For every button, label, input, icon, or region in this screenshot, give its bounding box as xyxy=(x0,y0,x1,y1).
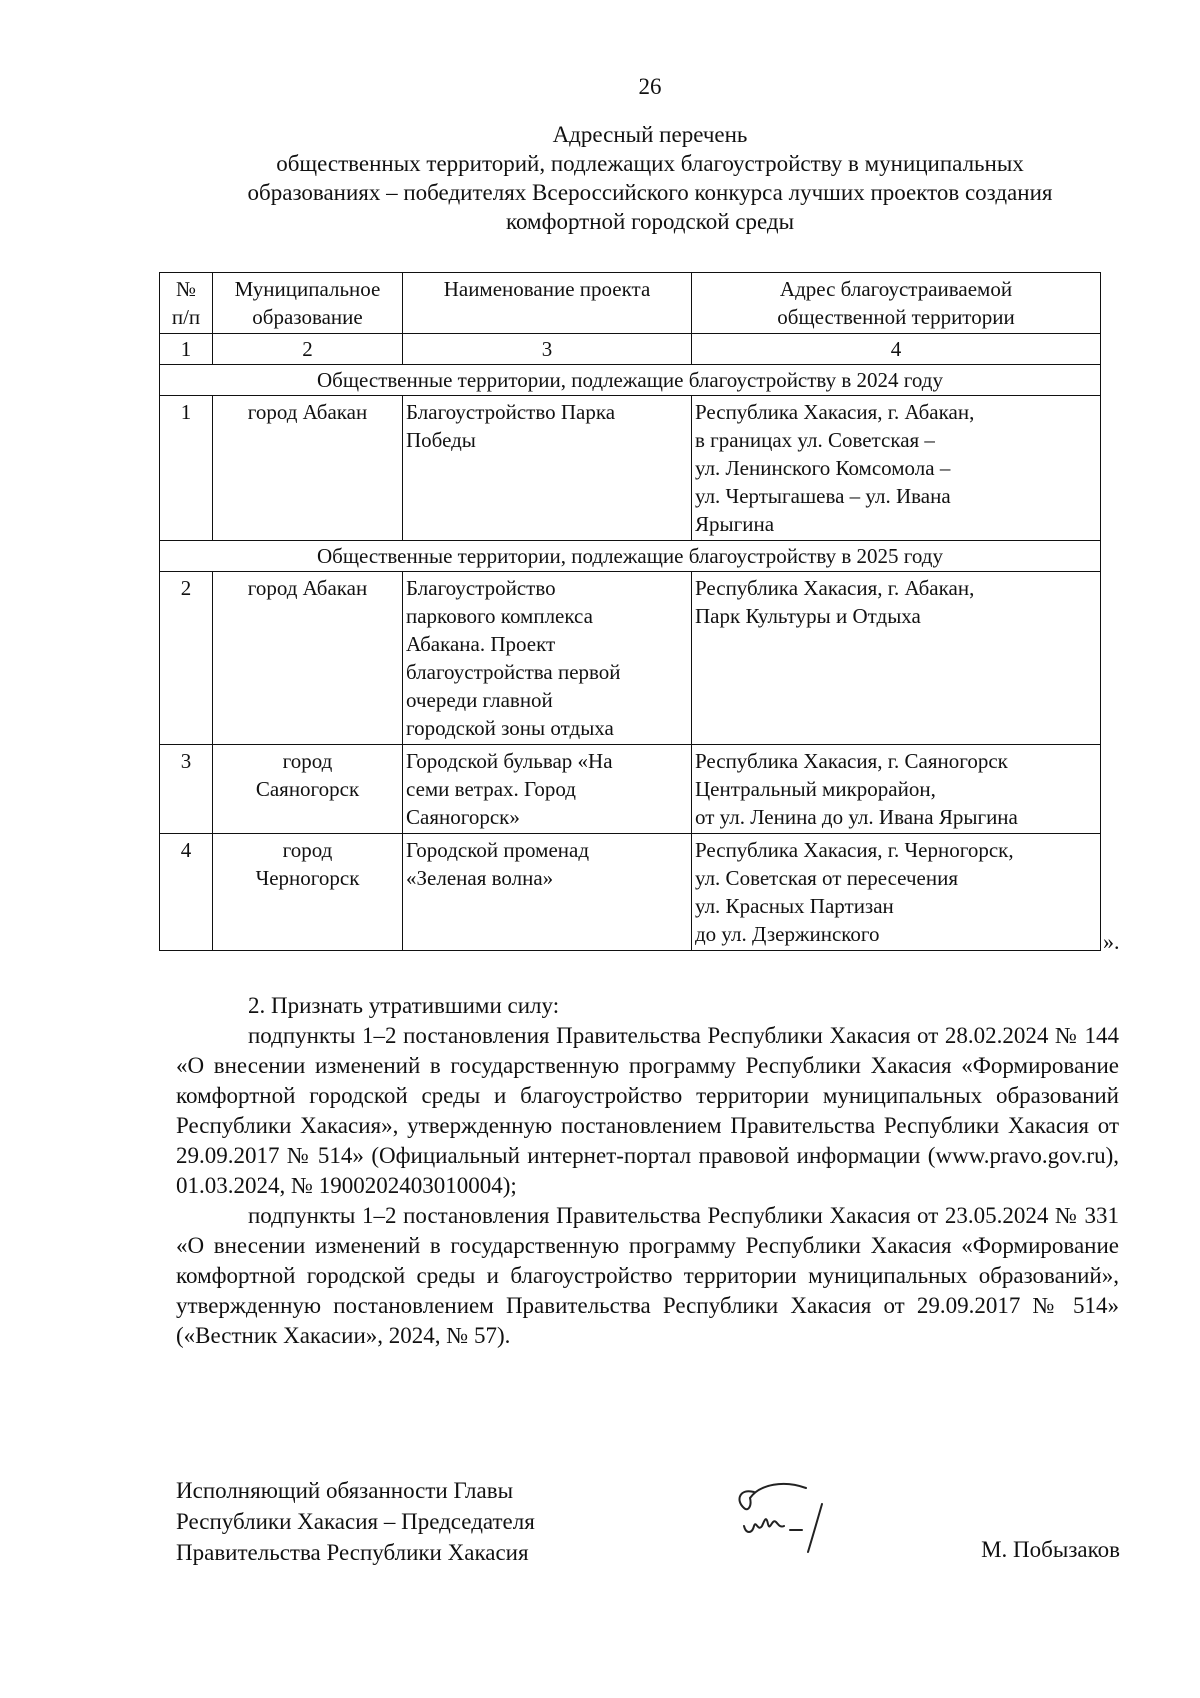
row-municipality: город Абакан xyxy=(213,572,403,745)
section-row-2025 xyxy=(160,541,1101,572)
section-heading-2024: Общественные территории, подлежащие благоустройству в 2024 году xyxy=(160,365,1101,396)
paragraph-1: подпункты 1–2 постановления Правительства Республики Хакасия от 28.02.2024 № 144 «О внесении изменений в государственную программу Республики Хакасия «Формирование комфортной городской среды и благоустройство территории муниципальных образований Республики Хакасия», утвержденную постановлением Правительства Республики Хакасия от 29.09.2017 № 514» (Официальный интернет-портал правовой информации (www.pravo.gov.ru), 01.03.2024, № 1900202403010004); xyxy=(176,1023,1119,1198)
header-project: Наименование проекта xyxy=(403,273,692,334)
row-project: Благоустройство Парка Победы xyxy=(403,396,692,541)
row-number: 2 xyxy=(160,572,213,745)
row-project: Благоустройство паркового комплекса Абакана. Проект благоустройства первой очереди главной городской зоны отдыха xyxy=(403,572,692,745)
table-header-row xyxy=(160,273,1101,334)
table-row xyxy=(160,745,1101,834)
row-address: Республика Хакасия, г. Черногорск, ул. Советская от пересечения ул. Красных Партизан до ул. Дзержинского xyxy=(692,834,1101,951)
title-line-2: общественных территорий, подлежащих благоустройству в муниципальных xyxy=(276,151,1024,176)
item-2-heading: 2. Признать утратившими силу: xyxy=(248,993,560,1018)
position-line-2: Республики Хакасия – Председателя xyxy=(176,1509,535,1534)
row-municipality: город Саяногорск xyxy=(213,745,403,834)
column-index-row xyxy=(160,334,1101,365)
section-heading-2025: Общественные территории, подлежащие благоустройству в 2025 году xyxy=(160,541,1101,572)
position-line-1: Исполняющий обязанности Главы xyxy=(176,1478,514,1503)
title-line-4: комфортной городской среды xyxy=(505,209,795,234)
section-row-2024 xyxy=(160,365,1101,396)
document-title xyxy=(160,120,1140,236)
body-text xyxy=(176,991,1119,1351)
signatory-name: М. Побызаков xyxy=(981,1537,1120,1562)
handwritten-signature xyxy=(730,1470,850,1560)
table-row xyxy=(160,572,1101,745)
column-index: 3 xyxy=(403,334,692,365)
row-number: 1 xyxy=(160,396,213,541)
paragraph-2: подпункты 1–2 постановления Правительства Республики Хакасия от 23.05.2024 № 331 «О внесении изменений в государственную программу Республики Хакасия «Формирование комфортной городской среды и благоустройство территории муниципальных образований», утвержденную постановлением Правительства Республики Хакасия от 29.09.2017 № 514» («Вестник Хакасии», 2024, № 57). xyxy=(176,1203,1119,1348)
header-municipality: Муниципальное образование xyxy=(213,273,403,334)
column-index: 2 xyxy=(213,334,403,365)
header-address: Адрес благоустраиваемой общественной территории xyxy=(692,273,1101,334)
row-address: Республика Хакасия, г. Абакан, в границах ул. Советская – ул. Ленинского Комсомола – ул. Чертыгашева – ул. Ивана Ярыгина xyxy=(692,396,1101,541)
table-row xyxy=(160,834,1101,951)
title-line-1: Адресный перечень xyxy=(552,122,748,147)
position-line-3: Правительства Республики Хакасия xyxy=(176,1540,529,1565)
table-closing-quote: ». xyxy=(1103,929,1120,954)
row-project: Городской бульвар «На семи ветрах. Город Саяногорск» xyxy=(403,745,692,834)
row-number: 4 xyxy=(160,834,213,951)
address-list-table xyxy=(159,272,1101,951)
row-address: Республика Хакасия, г. Абакан, Парк Культуры и Отдыха xyxy=(692,572,1101,745)
row-municipality: город Абакан xyxy=(213,396,403,541)
page-number: 26 xyxy=(638,74,662,99)
signatory-position xyxy=(176,1475,535,1568)
column-index: 1 xyxy=(160,334,213,365)
row-number: 3 xyxy=(160,745,213,834)
table-row xyxy=(160,396,1101,541)
row-project: Городской променад «Зеленая волна» xyxy=(403,834,692,951)
column-index: 4 xyxy=(692,334,1101,365)
title-line-3: образованиях – победителях Всероссийского конкурса лучших проектов создания xyxy=(247,180,1053,205)
row-address: Республика Хакасия, г. Саяногорск Центральный микрорайон, от ул. Ленина до ул. Ивана Ярыгина xyxy=(692,745,1101,834)
row-municipality: город Черногорск xyxy=(213,834,403,951)
header-number: № п/п xyxy=(160,273,213,334)
